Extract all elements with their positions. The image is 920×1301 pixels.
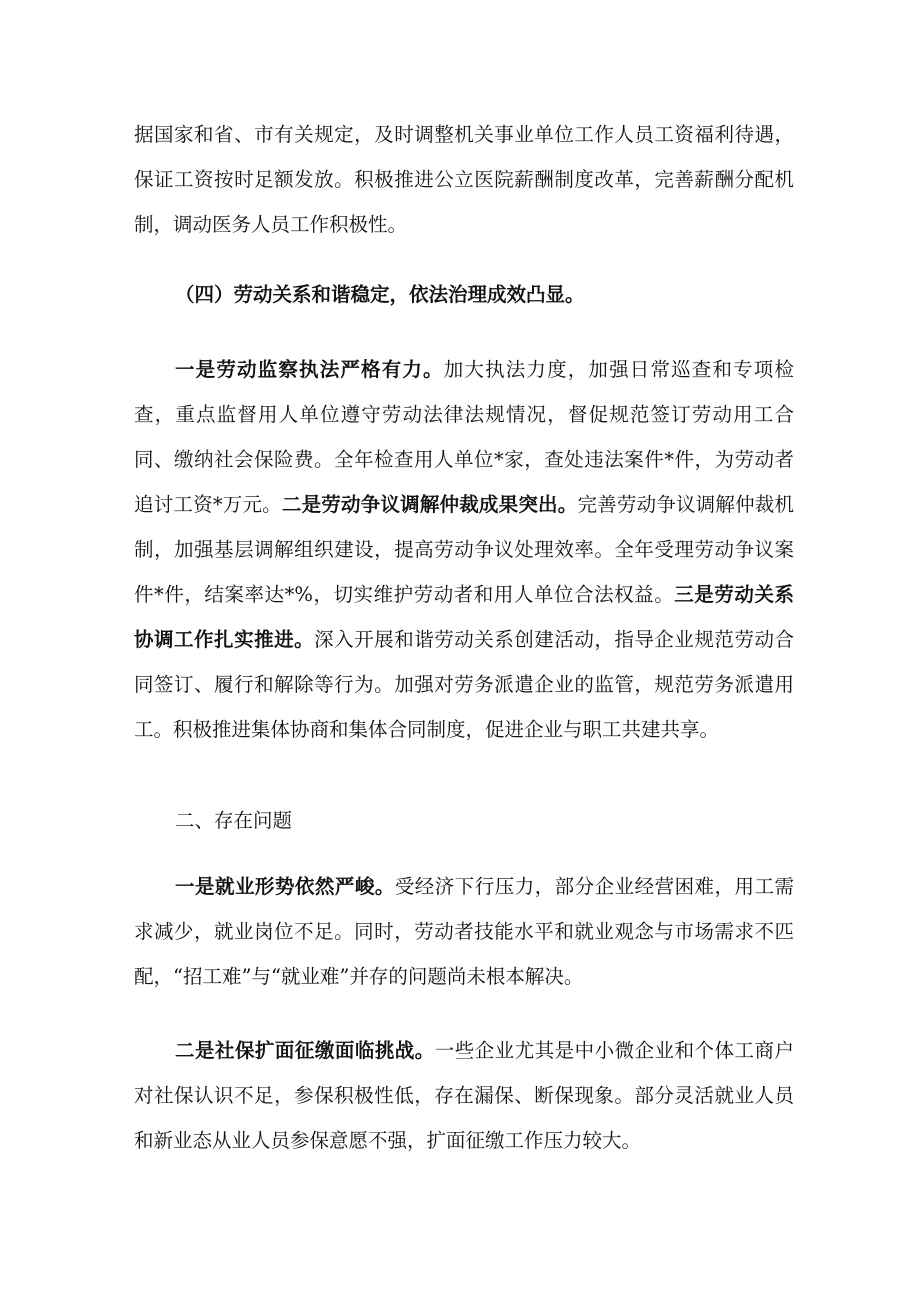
bold-lead: 三是劳动关系协调工作扎实推进。 xyxy=(134,583,794,651)
bold-lead: 二是劳动争议调解仲裁成果突出。 xyxy=(281,493,578,516)
bold-lead: 一是就业形势依然严峻。 xyxy=(175,875,395,898)
section-heading-problems: 二、存在问题 xyxy=(175,809,293,832)
paragraph-text: 受经济下行压力，部分企业经营困难，用工需求减少，就业岗位不足。同时，劳动者技能水平和就业观念与市场需求不匹配，“招工难”与“就业难”并存的问题尚未根本解决。 xyxy=(134,875,794,988)
paragraph-employment xyxy=(134,864,794,999)
paragraph-text: 一些企业尤其是中小微企业和个体工商户对社保认识不足，参保积极性低，存在漏保、断保现象。部分灵活就业人员和新业态从业人员参保意愿不强，扩面征缴工作压力较大。 xyxy=(134,1039,794,1152)
paragraph-text: 据国家和省、市有关规定，及时调整机关事业单位工作人员工资福利待遇，保证工资按时足额发放。积极推进公立医院薪酬制度改革，完善薪酬分配机制，调动医务人员工作积极性。 xyxy=(134,123,794,236)
paragraph-text: 完善劳动争议调解仲裁机制，加强基层调解组织建设，提高劳动争议处理效率。全年受理劳动争议案件*件，结案率达*%，切实维护劳动者和用人单位合法权益。 xyxy=(134,493,794,606)
paragraph-salary xyxy=(134,112,794,247)
bold-lead: 一是劳动监察执法严格有力。 xyxy=(175,358,444,381)
paragraph-text: 深入开展和谐劳动关系创建活动，指导企业规范劳动合同签订、履行和解除等行为。加强对劳务派遣企业的监管，规范劳务派遣用工。积极推进集体协商和集体合同制度，促进企业与职工共建共享。 xyxy=(134,628,794,741)
paragraph-social-security xyxy=(134,1028,794,1163)
bold-lead: 二是社保扩面征缴面临挑战。 xyxy=(175,1039,435,1062)
subheading-labor-relations: （四）劳动关系和谐稳定，依法治理成效凸显。 xyxy=(175,283,585,306)
paragraph-labor-relations xyxy=(134,347,794,752)
paragraph-text: 加大执法力度，加强日常巡查和专项检查，重点监督用人单位遵守劳动法律法规情况，督促规范签订劳动用工合同、缴纳社会保险费。全年检查用人单位*家，查处违法案件*件，为劳动者追讨工资*万元。 xyxy=(134,358,794,516)
